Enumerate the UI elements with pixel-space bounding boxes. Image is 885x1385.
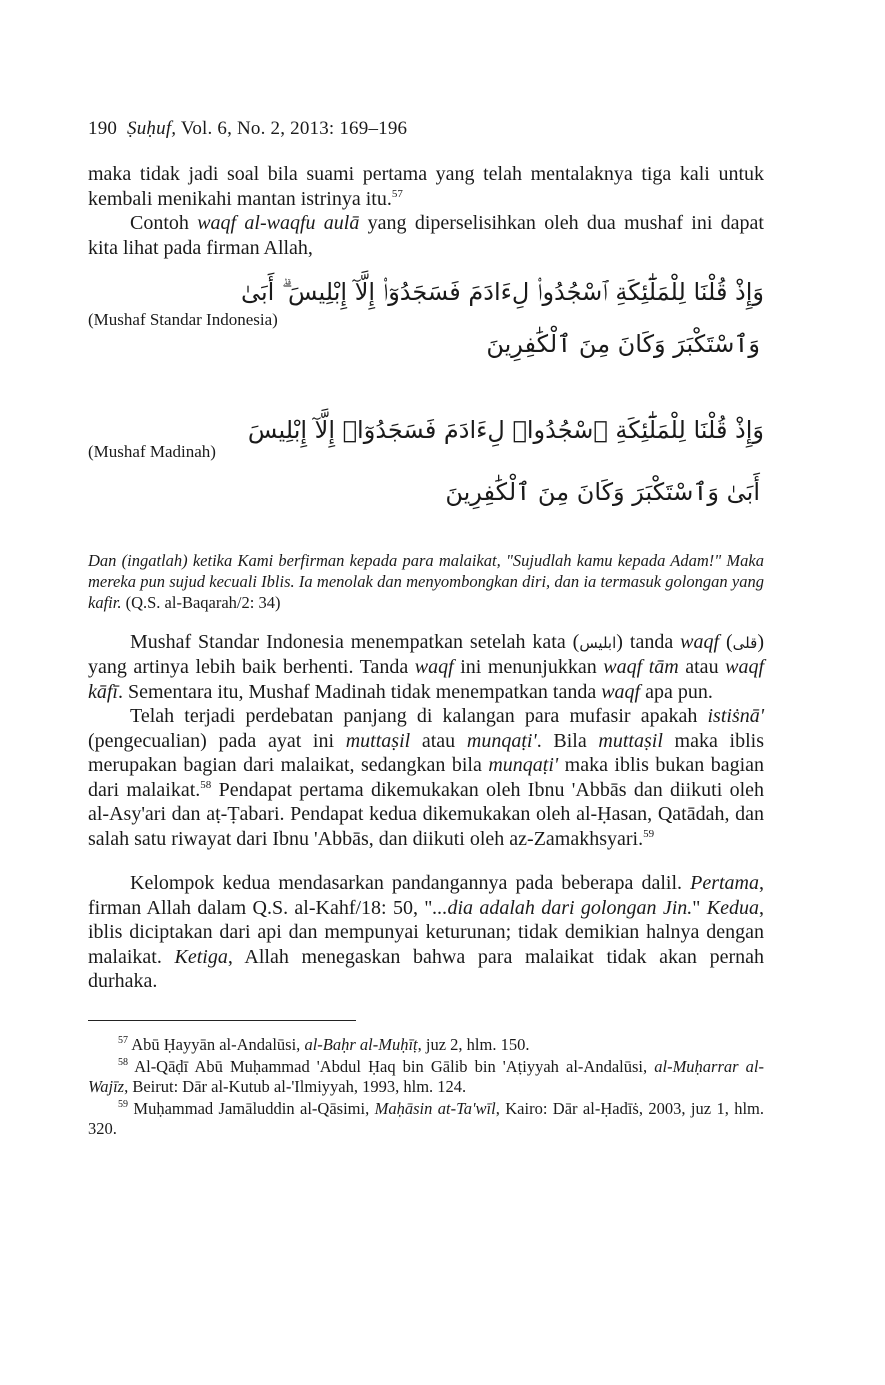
p5-i3: Kedua [706,896,759,919]
p4-t3: atau [410,729,467,752]
p5-t4: , iblis diciptakan dari api dan mempunyai keturunan; tidak demikian halnya dengan malaikat. [88,896,764,968]
verse-madinah [88,416,764,546]
verse-label-standar: (Mushaf Standar Indonesia) [88,310,278,329]
translation-text: Dan (ingatlah) ketika Kami berfirman kepada para malaikat, "Sujudlah kamu kepada Adam!" Maka mereka pun sujud kecuali Iblis. Ia menolak dan menyombongkan diri, dan ia termasuk golongan yang kafir. [88,551,764,612]
p5-t3: " [692,896,707,919]
p5-t5: , Allah menegaskan bahwa para malaikat tidak akan pernah durhaka. [88,945,764,992]
p4-t6: maka iblis bukan bagian dari malaikat. [88,754,764,801]
para1-text: maka tidak jadi soal bila suami pertama yang telah mentalaknya tiga kali untuk kembali menikahi mantan istrinya itu. [88,163,764,210]
fn59-title: Maḥāsin at-Ta'wīl [374,1098,496,1118]
p3-t7: . Sementara itu, Mushaf Madinah tidak menempatkan tanda [118,680,602,703]
fn59-t1: Muḥammad Jamāluddin al-Qāsimi, [133,1098,375,1118]
journal-name: Ṣuḥuf, [127,118,177,139]
journal-issue: Vol. 6, No. 2, 2013: 169–196 [180,118,408,139]
running-header [88,118,764,140]
p4-t5: maka iblis merupakan bagian dari malaikat, sedangkan bila [88,729,765,776]
p3-i2: waqf [414,656,454,678]
p5-t2: , firman Allah dalam Q.S. al-Kahf/18: 50, " [88,872,764,919]
p5-t1: Kelompok kedua mendasarkan pandangannya pada beberapa dalil. [130,872,691,894]
footnote-ref-58[interactable]: 58 [200,778,212,791]
page [88,118,764,1141]
p4-t1: Telah terjadi perdebatan panjang di kalangan para mufasir apakah [130,705,708,727]
p4-i4: muttaṣil [598,729,663,752]
page-number: 190 [88,118,118,139]
paragraph-2 [88,211,764,260]
paragraph-3 [88,630,764,705]
verse-arabic-standar-line2: وَٱسْتَكْبَرَ وَكَانَ مِنَ ٱلْكَٰفِرِينَ [486,330,760,358]
p4-t4: . Bila [536,729,599,752]
verse-arabic-standar-line1: وَإِذْ قُلْنَا لِلْمَلَٰٓئِكَةِ ٱسْجُدُوا۟ لِءَادَمَ فَسَجَدُوٓا۟ إِلَّآ إِبْلِيسَ ۗ أَبَىٰ [240,278,764,306]
footnote-57 [88,1035,764,1055]
fn57-title: al-Baḥr al-Muḥīṭ [304,1034,418,1054]
fn58-t2: , Beirut: Dār al-Kutub al-'Ilmiyyah, 1993, hlm. 124. [124,1076,467,1096]
p3-t5: ini menunjukkan [453,656,604,678]
p3-t1: Mushaf Standar Indonesia menempatkan setelah kata ( [130,630,580,653]
p4-t7: Pendapat pertama dikemukakan oleh Ibnu 'Abbās dan diikuti oleh al-Asy'ari dan aṭ-Ṭabari. Pendapat kedua dikemukakan oleh al-Ḥasan, Qatādah, dan salah satu riwayat dari Ibnu 'Abbās, dan diikuti oleh az-Zamakhsyari. [88,778,765,850]
p3-arabic-iblis: ابليس [579,633,617,652]
p5-i4: Ketiga [174,945,228,968]
p3-t4: ) yang artinya lebih baik berhenti. Tanda [88,630,764,678]
p5-i2: ...dia adalah dari golongan Jin. [432,896,693,919]
p3-t6: atau [678,656,726,678]
fn57-t2: , juz 2, hlm. 150. [417,1034,530,1054]
verse-translation [88,550,764,613]
footnote-58-number: 58 [118,1056,128,1068]
footnote-ref-59[interactable]: 59 [643,827,655,840]
footnote-57-number: 57 [118,1034,128,1046]
para2-t1: Contoh [130,212,198,234]
p3-arabic-qala: قلى [732,633,758,652]
footnote-58 [88,1057,764,1097]
verse-label-madinah: (Mushaf Madinah) [88,442,216,461]
para2-t3: yang diperselisihkan oleh dua mushaf ini dapat kita lihat pada firman Allah, [88,212,764,259]
p3-i1: waqf [680,630,720,653]
p4-i1: istiṡnā' [707,705,764,727]
paragraph-4 [88,704,764,851]
p3-t8: apa pun. [640,680,713,703]
p3-t2: ) tanda [616,630,681,653]
p3-i4: waqf kāfī [88,656,765,703]
p4-i3: munqaṭi' [466,729,537,752]
fn58-t1: Al-Qāḍī Abū Muḥammad 'Abdul Ḥaq bin Gālib bin 'Aṭiyyah al-Andalūsi, [134,1056,655,1076]
fn57-t1: Abū Ḥayyān al-Andalūsi, [131,1034,305,1054]
footnote-ref-57[interactable]: 57 [391,187,403,200]
verse-arabic-madinah-line1: وَإِذْ قُلْنَا لِلْمَلَٰٓئِكَةِ ٱسْجُدُوا۟ لِءَادَمَ فَسَجَدُوٓا۟ إِلَّآ إِبْلِيسَ [247,416,764,444]
p4-i5: munqaṭi' [488,754,559,776]
p5-i1: Pertama [690,872,759,894]
footnote-59 [88,1099,764,1139]
p3-i3: waqf tām [603,656,679,678]
paragraph-5 [88,871,764,994]
fn59-t2: , Kairo: Dār al-Ḥadīṡ, 2003, juz 1, hlm. 320. [88,1098,765,1138]
footnote-divider [88,1020,356,1021]
p4-i2: muttaṣil [345,729,411,752]
para2-term: waqf al-waqfu aulā [197,212,360,234]
footnote-59-number: 59 [118,1098,128,1110]
verse-arabic-madinah-line2: أَبَىٰ وَٱسْتَكْبَرَ وَكَانَ مِنَ ٱلْكَٰفِرِينَ [445,478,760,506]
p3-i5: waqf [601,680,641,703]
p4-t2: (pengecualian) pada ayat ini [88,729,346,752]
p3-t3: ( [719,630,733,653]
verse-standar-indonesia [88,268,764,418]
fn58-title: al-Muḥarrar al-Wajīz [88,1056,764,1096]
paragraph-1 [88,162,764,211]
translation-reference: (Q.S. al-Baqarah/2: 34) [121,593,281,612]
